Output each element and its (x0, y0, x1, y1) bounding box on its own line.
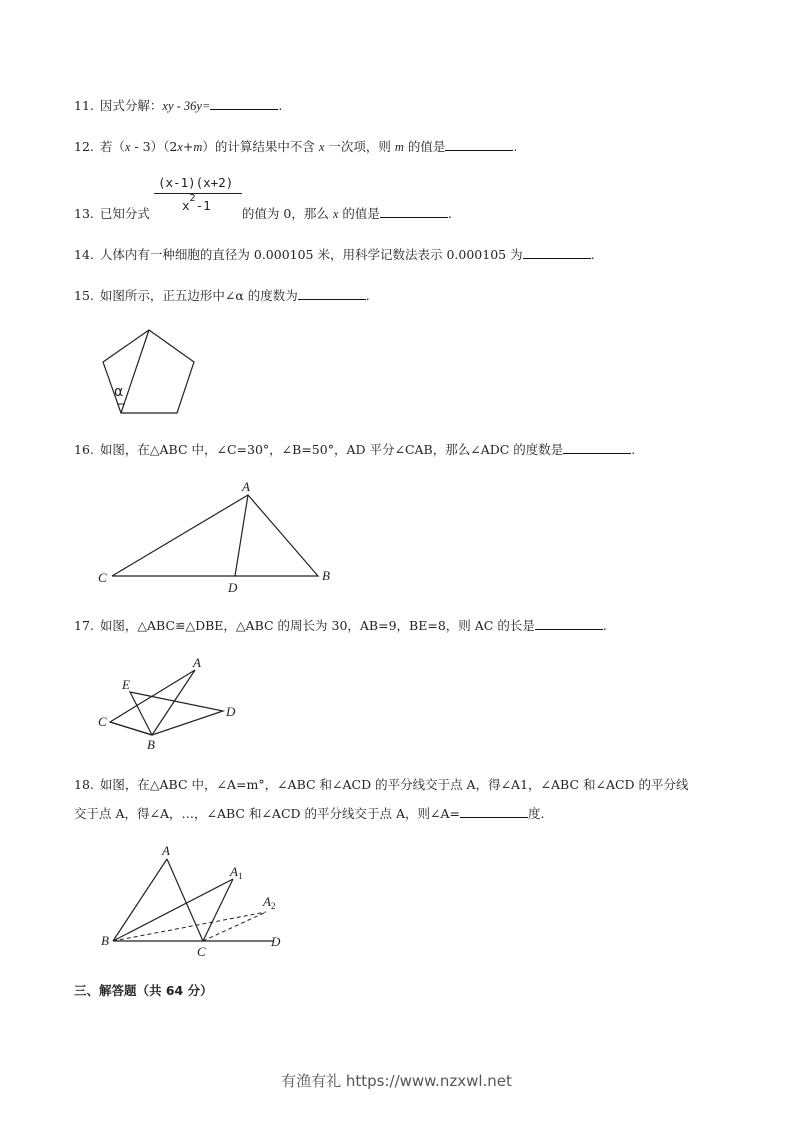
alpha-label: α (114, 384, 124, 400)
question-text: + (182, 139, 194, 154)
question-number: 15. (74, 288, 94, 303)
label-a: A (193, 655, 201, 670)
period: . (513, 139, 518, 154)
question-text: - 3）（2 (130, 139, 178, 154)
question-text: 如图，在△ABC 中，∠A=m°，∠ABC 和∠ACD 的平分线交于点 A，得∠A1，∠ABC 和∠ACD 的平分线 (99, 777, 689, 792)
question-number: 18. (74, 777, 94, 792)
label-a: A (162, 843, 170, 858)
question-suffix: 度. (528, 806, 545, 821)
fraction-numerator: (x-1)(x+2) (158, 175, 234, 190)
question-number: 13. (74, 206, 94, 221)
section-heading: 三、解答题（共 64 分） (74, 983, 213, 998)
question-text: 如图，在△ABC 中，∠C=30°，∠B=50°，AD 平分∠CAB，那么∠ADC 的度数是 (99, 442, 564, 457)
math-var: x (124, 140, 131, 154)
math-var: x (318, 140, 325, 154)
label-b: B (147, 737, 155, 752)
question-text: 因式分解： (99, 98, 163, 113)
question-17 (74, 617, 607, 635)
question-text: ）的计算结果中不含 (202, 139, 319, 154)
question-11 (74, 97, 282, 115)
question-text: 如图所示，正五边形中∠α 的度数为 (99, 288, 298, 303)
question-number: 11. (74, 98, 94, 113)
question-14 (74, 246, 595, 264)
label-c: C (98, 570, 107, 585)
question-15 (74, 287, 370, 305)
label-d: D (271, 934, 281, 949)
label-d: D (228, 580, 238, 595)
answer-blank[interactable] (535, 617, 603, 630)
period: . (278, 98, 283, 113)
denominator-rest: -1 (195, 198, 211, 214)
period: . (365, 288, 370, 303)
pentagon-figure (90, 320, 240, 420)
fraction-bar (154, 193, 242, 194)
period: . (447, 206, 452, 221)
answer-blank[interactable] (460, 805, 528, 818)
period: . (631, 442, 636, 457)
answer-blank[interactable] (210, 97, 278, 110)
question-number: 12. (74, 139, 94, 154)
label-e: E (122, 677, 130, 692)
question-number: 16. (74, 442, 94, 457)
answer-blank[interactable] (563, 441, 631, 454)
math-var: x (332, 207, 339, 221)
question-number: 14. (74, 247, 94, 262)
math-expression: xy - 36y= (162, 99, 211, 113)
question-text: 人体内有一种细胞的直径为 0.000105 米，用科学记数法表示 0.000105 为 (99, 247, 523, 262)
question-18-line-2 (74, 805, 544, 823)
period: . (590, 247, 595, 262)
answer-blank[interactable] (445, 138, 513, 151)
label-a1: $A_1$ (230, 864, 243, 881)
footer-watermark: 有渔有礼 https://www.nzxwl.net (281, 1072, 512, 1090)
question-text: 的值是 (403, 139, 446, 154)
question-13 (74, 205, 452, 223)
answer-blank[interactable] (298, 287, 366, 300)
question-12 (74, 138, 517, 156)
period: . (602, 618, 607, 633)
question-text: 若（ (99, 139, 125, 154)
triangle-18-figure (90, 840, 300, 960)
triangle-17-figure (90, 645, 260, 755)
answer-blank[interactable] (380, 205, 448, 218)
math-var: m (193, 140, 203, 154)
math-var: x (177, 140, 183, 154)
question-16 (74, 441, 635, 459)
question-number: 17. (74, 618, 94, 633)
math-var: m (394, 140, 404, 154)
answer-blank[interactable] (523, 246, 591, 259)
label-b: B (322, 568, 330, 583)
label-b: B (101, 933, 109, 948)
label-c: C (197, 944, 206, 959)
label-d: D (226, 704, 236, 719)
question-text: 一次项，则 (324, 139, 395, 154)
triangle-16-figure (90, 470, 350, 600)
label-a: A (242, 479, 250, 494)
question-text: 如图，△ABC≌△DBE，△ABC 的周长为 30，AB=9，BE=8，则 AC 的长是 (99, 618, 535, 633)
question-text: 的值为 0，那么 (241, 206, 333, 221)
denominator-base: x (182, 198, 190, 214)
question-text: 的值是 (338, 206, 380, 221)
exponent: 2 (189, 193, 196, 204)
question-text: 已知分式 (99, 206, 150, 221)
question-18-line-1 (74, 776, 689, 794)
label-a2: $A_2$ (263, 894, 276, 911)
question-text: 交于点 A，得∠A，…，∠ABC 和∠ACD 的平分线交于点 A，则∠A= (74, 806, 460, 821)
label-c: C (98, 714, 107, 729)
